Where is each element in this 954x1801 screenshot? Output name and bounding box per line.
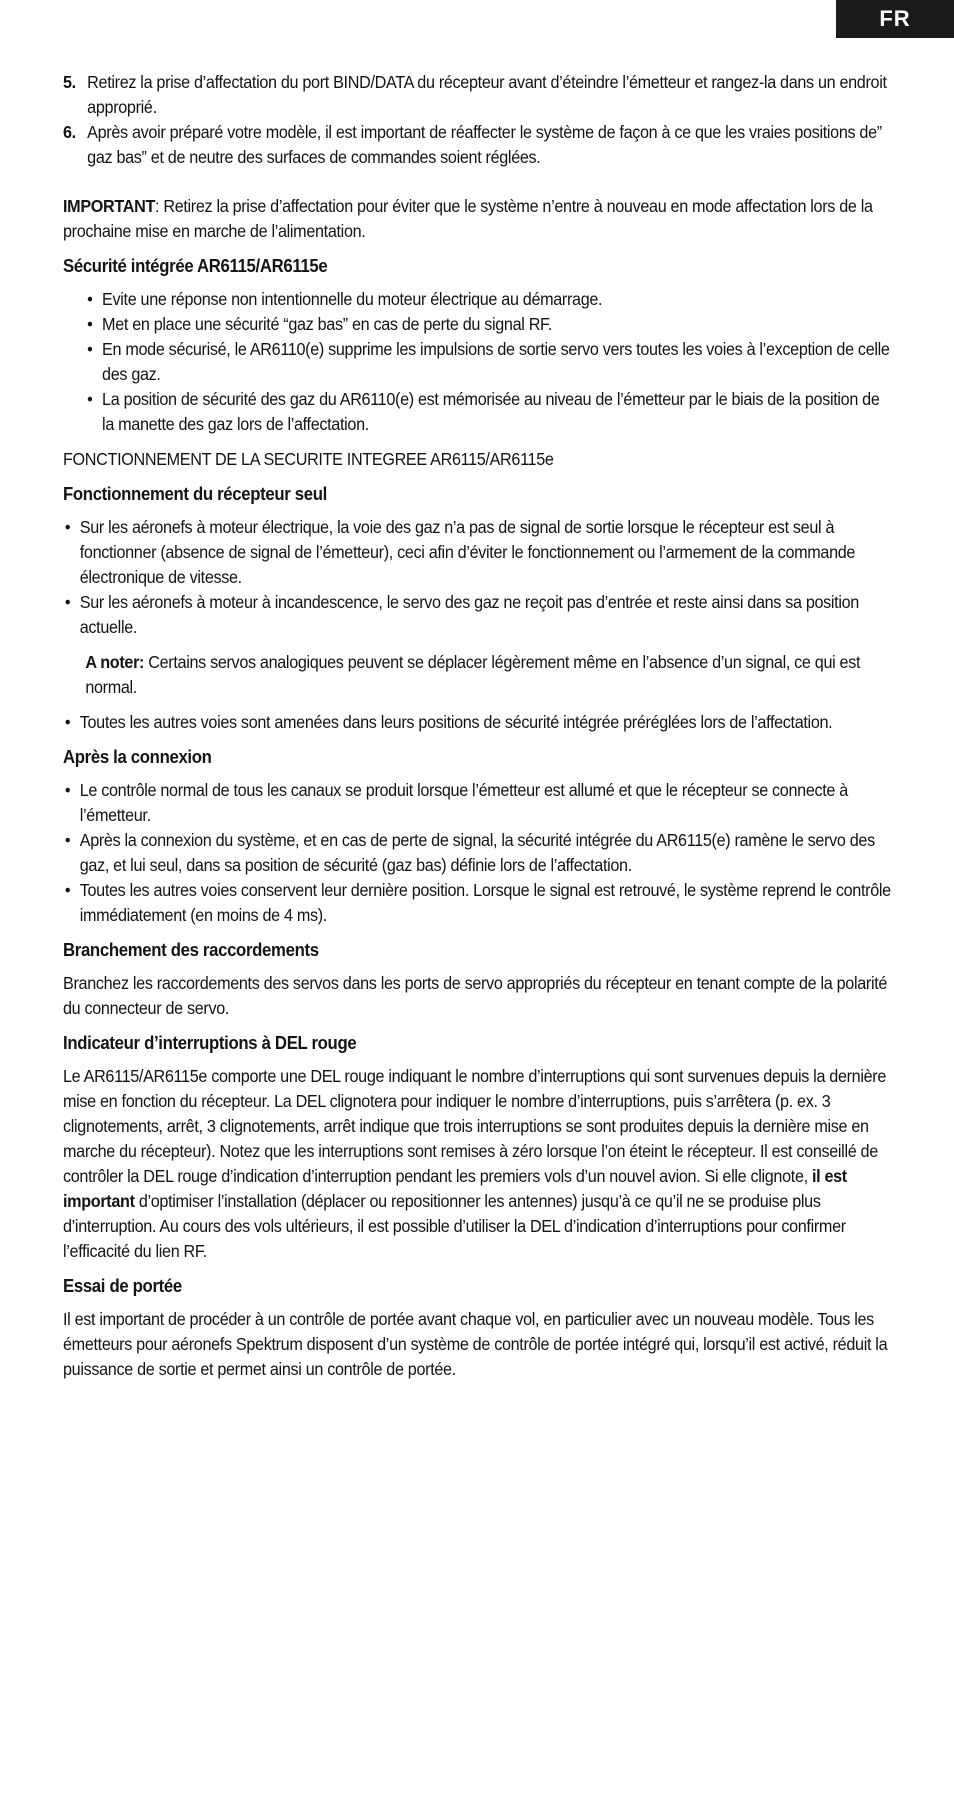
failsafe-heading: Sécurité intégrée AR6115/AR6115e bbox=[63, 256, 328, 276]
numbered-steps bbox=[63, 70, 895, 170]
note-label: A noter: bbox=[85, 652, 145, 672]
connections-text: Branchez les raccordements des servos dans les ports de servo appropriés du récepteur en tenant compte de la polarité du connecteur de servo. bbox=[63, 973, 888, 1018]
after-connection-heading: Après la connexion bbox=[63, 747, 212, 767]
step-5 bbox=[63, 70, 895, 120]
list-item: • Toutes les autres voies sont amenées dans leurs positions de sécurité intégrée préréglées lors de l’affectation. bbox=[63, 710, 895, 735]
operation-caption: FONCTIONNEMENT DE LA SECURITE INTEGREE AR6115/AR6115e bbox=[63, 449, 554, 469]
list-item: • Toutes les autres voies conservent leur dernière position. Lorsque le signal est retrouvé, le système reprend le contrôle immédiatement (en moins de 4 ms). bbox=[63, 878, 895, 928]
range-test-text: Il est important de procéder à un contrôle de portée avant chaque vol, en particulier avec un nouveau modèle. Tous les émetteurs pour aéronefs Spektrum disposent d’un système de contrôle de portée intégré qui, lorsqu’il est activé, réduit la puissance de sortie et permet ainsi un contrôle de portée. bbox=[63, 1309, 888, 1379]
failsafe-list bbox=[63, 287, 895, 437]
led-emphasis: il est important bbox=[63, 1166, 847, 1211]
important-label: IMPORTANT bbox=[63, 196, 156, 216]
note-text: Certains servos analogiques peuvent se déplacer légèrement même en l’absence d’un signal, ce qui est normal. bbox=[85, 652, 861, 697]
led-text-1: Le AR6115/AR6115e comporte une DEL rouge indiquant le nombre d’interruptions qui sont survenues depuis la dernière mise en fonction du récepteur. La DEL clignotera pour indiquer le nombre d’interruptions, puis s’arrêtera (p. ex. 3 clignotements, arrêt, 3 clignotements, arrêt indique que trois interruptions se sont produites depuis la dernière mise en marche du récepteur). Notez que les interruptions sont remises à zéro lorsque l’on éteint le récepteur. Il est conseillé de contrôler la DEL rouge d’indication d’interruption pendant les premiers vols d’un nouvel avion. Si elle clignote, bbox=[63, 1066, 887, 1186]
important-text: : Retirez la prise d’affectation pour éviter que le système n’entre à nouveau en mode affectation lors de la prochaine mise en marche de l’alimentation. bbox=[63, 196, 873, 241]
important-paragraph bbox=[63, 194, 895, 244]
step-number: 5. bbox=[63, 72, 76, 92]
led-paragraph bbox=[63, 1064, 895, 1264]
note-paragraph bbox=[63, 650, 895, 700]
list-item: • La position de sécurité des gaz du AR6110(e) est mémorisée au niveau de l’émetteur par le biais de la position de la manette des gaz lors de l’affectation. bbox=[63, 387, 895, 437]
list-item: • Sur les aéronefs à moteur à incandescence, le servo des gaz ne reçoit pas d’entrée et reste ainsi dans sa position actuelle. bbox=[63, 590, 895, 640]
step-6 bbox=[63, 120, 895, 170]
led-text-2: d’optimiser l’installation (déplacer ou repositionner les antennes) jusqu’à ce qu’il ne se produise plus d’interruption. Au cours des vols ultérieurs, il est possible d’utiliser la DEL d’indication d’interruptions pour confirmer l’efficacité du lien RF. bbox=[63, 1191, 846, 1261]
list-item: • Met en place une sécurité “gaz bas” en cas de perte du signal RF. bbox=[63, 312, 895, 337]
language-tab: FR bbox=[836, 0, 954, 38]
step-text: Retirez la prise d’affectation du port BIND/DATA du récepteur avant d’éteindre l’émetteur et rangez-la dans un endroit approprié. bbox=[87, 72, 887, 117]
receiver-only-heading: Fonctionnement du récepteur seul bbox=[63, 484, 327, 504]
receiver-only-list bbox=[63, 515, 895, 640]
list-item: • Sur les aéronefs à moteur électrique, la voie des gaz n’a pas de signal de sortie lorsque le récepteur est seul à fonctionner (absence de signal de l’émetteur), ceci afin d’éviter le fonctionnement ou l’armement de la commande électronique de vitesse. bbox=[63, 515, 895, 590]
list-item: • Le contrôle normal de tous les canaux se produit lorsque l’émetteur est allumé et que le récepteur se connecte à l’émetteur. bbox=[63, 778, 895, 828]
receiver-only-list-after bbox=[63, 710, 895, 735]
after-connection-list bbox=[63, 778, 895, 928]
list-item: • En mode sécurisé, le AR6110(e) supprime les impulsions de sortie servo vers toutes les voies à l’exception de celle des gaz. bbox=[63, 337, 895, 387]
document-page bbox=[63, 70, 895, 1382]
connections-heading: Branchement des raccordements bbox=[63, 940, 319, 960]
led-heading: Indicateur d’interruptions à DEL rouge bbox=[63, 1033, 357, 1053]
step-text: Après avoir préparé votre modèle, il est important de réaffecter le système de façon à ce que les vraies positions de” gaz bas” et de neutre des surfaces de commandes soient réglées. bbox=[87, 122, 882, 167]
range-test-heading: Essai de portée bbox=[63, 1276, 182, 1296]
step-number: 6. bbox=[63, 122, 76, 142]
list-item: • Après la connexion du système, et en cas de perte de signal, la sécurité intégrée du AR6115(e) ramène le servo des gaz, et lui seul, dans sa position de sécurité (gaz bas) définie lors de l’affectation. bbox=[63, 828, 895, 878]
list-item: • Evite une réponse non intentionnelle du moteur électrique au démarrage. bbox=[63, 287, 895, 312]
